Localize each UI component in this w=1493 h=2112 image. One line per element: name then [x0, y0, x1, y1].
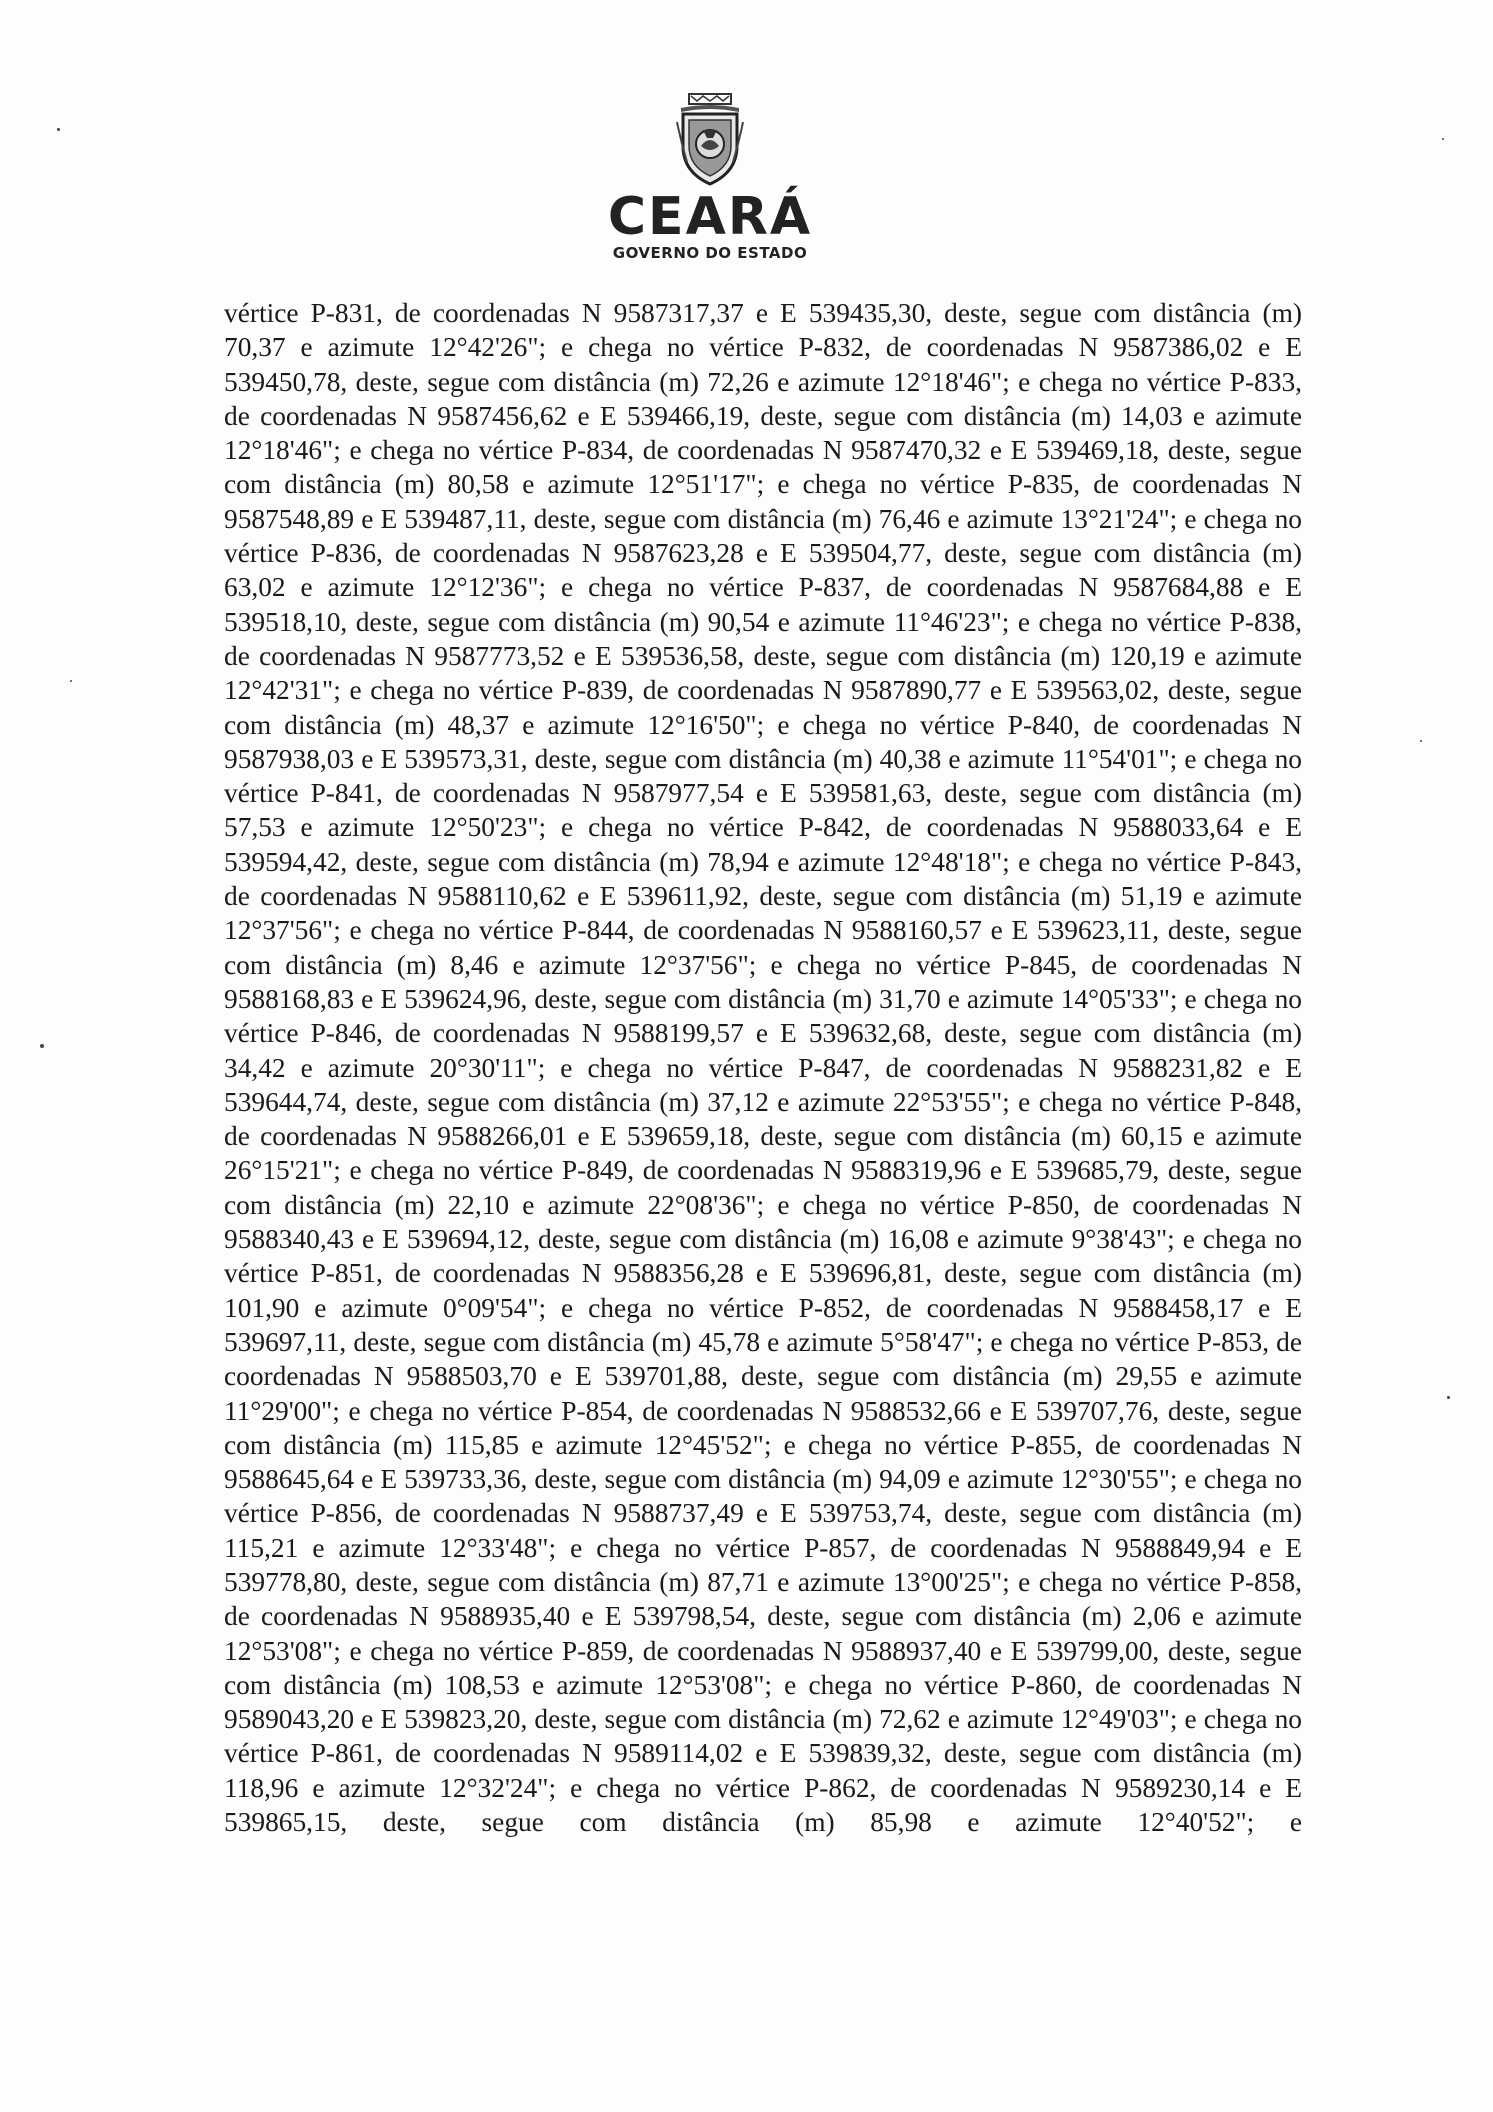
coat-of-arms-icon [673, 92, 747, 188]
scan-speck [1447, 1396, 1450, 1399]
scan-speck [70, 680, 72, 682]
boundary-description-text: vértice P-831, de coordenadas N 9587317,37 e E 539435,30, deste, segue com distância (m) 70,37 e azimute 12°42'26"; e chega no vértice P-832, de coordenadas N 9587386,02 e E 539450,78, deste, segue com distância (m) 72,26 e azimute 12°18'46"; e chega no vértice P-833, de coordenadas N 9587456,62 e E 539466,19, deste, segue com distância (m) 14,03 e azimute 12°18'46"; e chega no vértice P-834, de coordenadas N 9587470,32 e E 539469,18, deste, segue com distância (m) 80,58 e azimute 12°51'17"; e chega no vértice P-835, de coordenadas N 9587548,89 e E 539487,11, deste, segue com distância (m) 76,46 e azimute 13°21'24"; e chega no vértice P-836, de coordenadas N 9587623,28 e E 539504,77, deste, segue com distância (m) 63,02 e azimute 12°12'36"; e chega no vértice P-837, de coordenadas N 9587684,88 e E 539518,10, deste, segue com distância (m) 90,54 e azimute 11°46'23"; e chega no vértice P-838, de coordenadas N 9587773,52 e E 539536,58, deste, segue com distância (m) 120,19 e azimute 12°42'31"; e chega no vértice P-839, de coordenadas N 9587890,77 e E 539563,02, deste, segue com distância (m) 48,37 e azimute 12°16'50"; e chega no vértice P-840, de coordenadas N 9587938,03 e E 539573,31, deste, segue com distância (m) 40,38 e azimute 11°54'01"; e chega no vértice P-841, de coordenadas N 9587977,54 e E 539581,63, deste, segue com distância (m) 57,53 e azimute 12°50'23"; e chega no vértice P-842, de coordenadas N 9588033,64 e E 539594,42, deste, segue com distância (m) 78,94 e azimute 12°48'18"; e chega no vértice P-843, de coordenadas N 9588110,62 e E 539611,92, deste, segue com distância (m) 51,19 e azimute 12°37'56"; e chega no vértice P-844, de coordenadas N 9588160,57 e E 539623,11, deste, segue com distância (m) 8,46 e azimute 12°37'56"; e chega no vértice P-845, de coordenadas N 9588168,83 e E 539624,96, deste, segue com distância (m) 31,70 e azimute 14°05'33"; e chega no vértice P-846, de coordenadas N 9588199,57 e E 539632,68, deste, segue com distância (m) 34,42 e azimute 20°30'11"; e chega no vértice P-847, de coordenadas N 9588231,82 e E 539644,74, deste, segue com distância (m) 37,12 e azimute 22°53'55"; e chega no vértice P-848, de coordenadas N 9588266,01 e E 539659,18, deste, segue com distância (m) 60,15 e azimute 26°15'21"; e chega no vértice P-849, de coordenadas N 9588319,96 e E 539685,79, deste, segue com distância (m) 22,10 e azimute 22°08'36"; e chega no vértice P-850, de coordenadas N 9588340,43 e E 539694,12, deste, segue com distância (m) 16,08 e azimute 9°38'43"; e chega no vértice P-851, de coordenadas N 9588356,28 e E 539696,81, deste, segue com distância (m) 101,90 e azimute 0°09'54"; e chega no vértice P-852, de coordenadas N 9588458,17 e E 539697,11, deste, segue com distância (m) 45,78 e azimute 5°58'47"; e chega no vértice P-853, de coordenadas N 9588503,70 e E 539701,88, deste, segue com distância (m) 29,55 e azimute 11°29'00"; e chega no vértice P-854, de coordenadas N 9588532,66 e E 539707,76, deste, segue com distância (m) 115,85 e azimute 12°45'52"; e chega no vértice P-855, de coordenadas N 9588645,64 e E 539733,36, deste, segue com distância (m) 94,09 e azimute 12°30'55"; e chega no vértice P-856, de coordenadas N 9588737,49 e E 539753,74, deste, segue com distância (m) 115,21 e azimute 12°33'48"; e chega no vértice P-857, de coordenadas N 9588849,94 e E 539778,80, deste, segue com distância (m) 87,71 e azimute 13°00'25"; e chega no vértice P-858, de coordenadas N 9588935,40 e E 539798,54, deste, segue com distância (m) 2,06 e azimute 12°53'08"; e chega no vértice P-859, de coordenadas N 9588937,40 e E 539799,00, deste, segue com distância (m) 108,53 e azimute 12°53'08"; e chega no vértice P-860, de coordenadas N 9589043,20 e E 539823,20, deste, segue com distância (m) 72,62 e azimute 12°49'03"; e chega no vértice P-861, de coordenadas N 9589114,02 e E 539839,32, deste, segue com distância (m) 118,96 e azimute 12°32'24"; e chega no vértice P-862, de coordenadas N 9589230,14 e E 539865,15, deste, segue com distância (m) 85,98 e azimute 12°40'52"; e [224, 298, 1302, 1838]
letterhead [580, 92, 840, 262]
scan-speck [40, 1044, 44, 1048]
state-name: CEARÁ [607, 187, 813, 247]
government-label: GOVERNO DO ESTADO [612, 244, 808, 262]
scan-speck [57, 128, 60, 131]
scan-speck [1442, 138, 1444, 140]
scan-speck [1420, 740, 1422, 742]
